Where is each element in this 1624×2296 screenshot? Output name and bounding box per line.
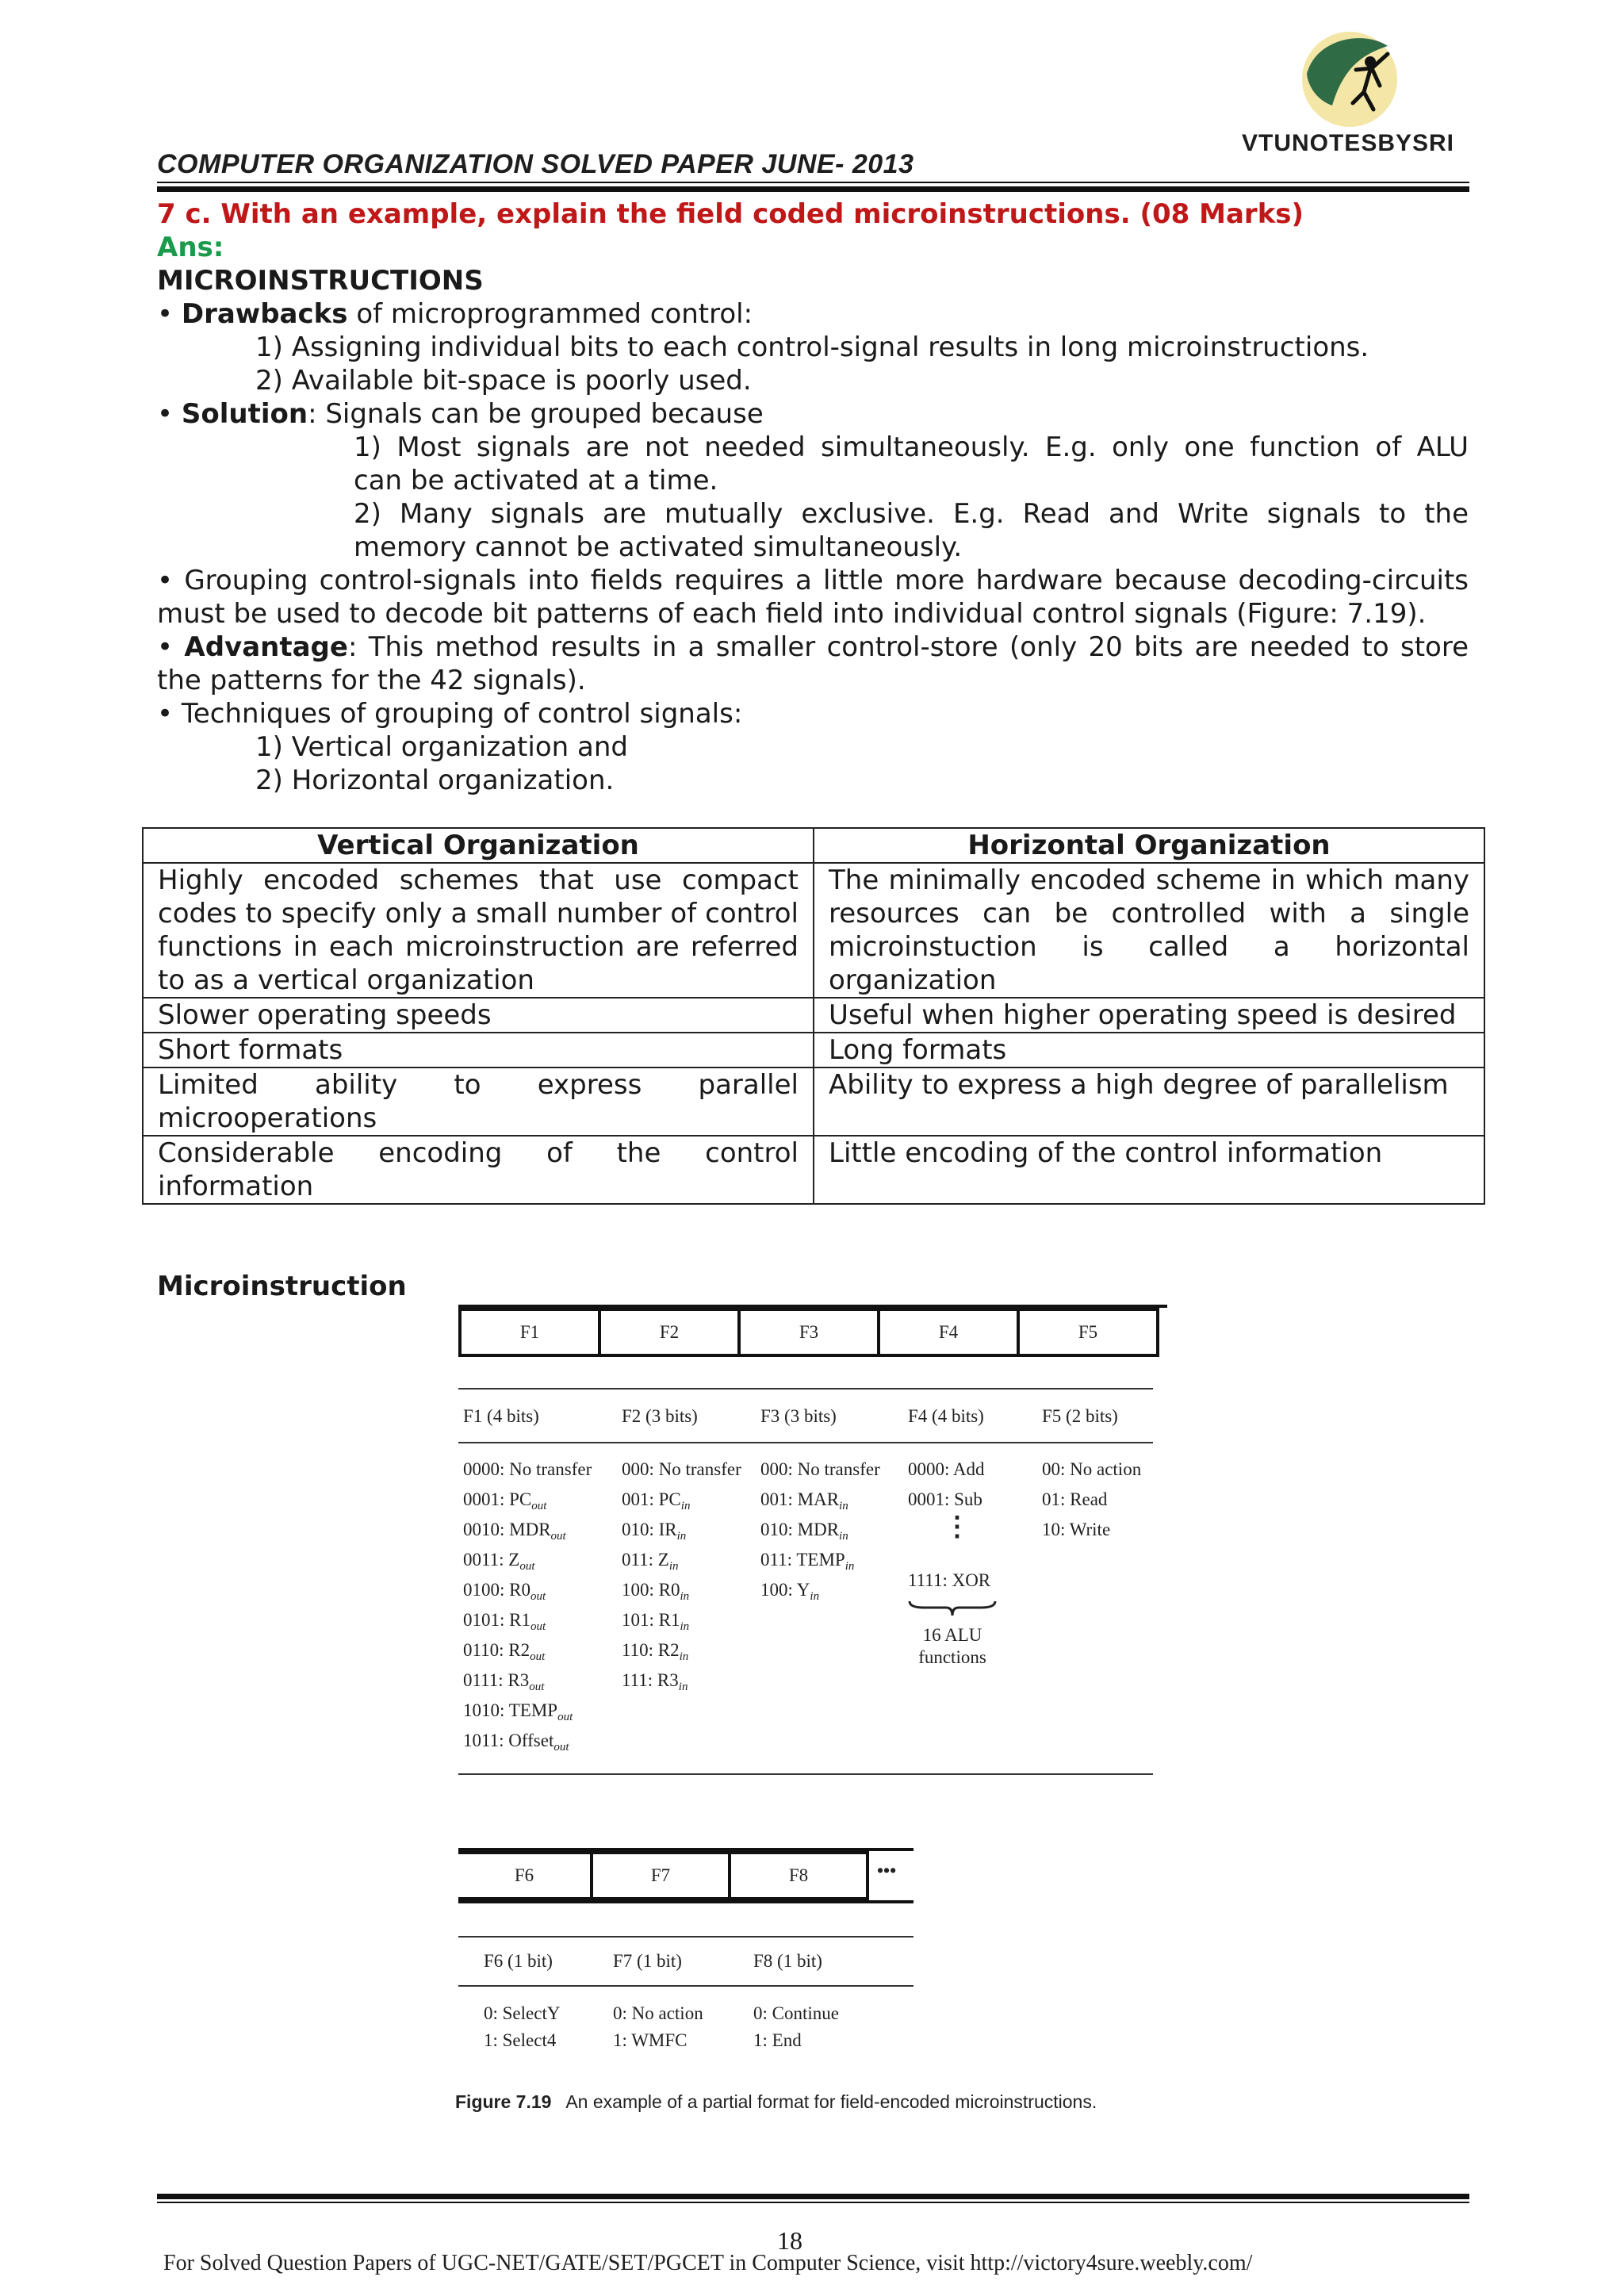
answer-label: Ans: bbox=[157, 232, 224, 263]
field-code: 01: Read bbox=[1042, 1489, 1108, 1509]
field-code-text: 0001: PC bbox=[463, 1489, 532, 1509]
field-codes-f8 bbox=[753, 2000, 839, 2054]
field-code-text: 0111: R3 bbox=[463, 1670, 530, 1690]
field-code: 1: Select4 bbox=[484, 2030, 557, 2050]
field-codes-f2 bbox=[622, 1455, 741, 1696]
field-code bbox=[463, 1726, 592, 1756]
page-number: 18 bbox=[777, 2226, 802, 2255]
field-box-f2: F2 bbox=[598, 1308, 741, 1357]
field-code bbox=[622, 1545, 741, 1575]
table-header-horizontal: Horizontal Organization bbox=[814, 828, 1484, 863]
field-code-subscript: in bbox=[839, 1530, 848, 1543]
drawback-item-1: 1) Assigning individual bits to each control-signal results in long microinstructions. bbox=[255, 332, 1369, 363]
field-header-f6: F6 (1 bit) bbox=[484, 1951, 553, 1971]
vertical-dots: ⋮ bbox=[944, 1512, 971, 1542]
field-header-f3: F3 (3 bits) bbox=[760, 1406, 837, 1426]
techniques-line: • Techniques of grouping of control signals: bbox=[157, 698, 743, 730]
field-code: 1111: XOR bbox=[908, 1570, 991, 1590]
advantage-text: : This method results in a smaller control-store (only 20 bits are needed to store bbox=[347, 631, 1469, 663]
drawback-item-2: 2) Available bit-space is poorly used. bbox=[255, 365, 752, 397]
field-code: 00: No action bbox=[1042, 1459, 1142, 1479]
field-header-f5: F5 (2 bits) bbox=[1042, 1406, 1118, 1426]
table-cell: Highly encoded schemes that use compact codes to specify only a small number of control functions in each microinstruction are referred to as a vertical organization bbox=[143, 863, 814, 998]
figure-rule bbox=[458, 1388, 1153, 1389]
field-header-f8: F8 (1 bit) bbox=[753, 1951, 822, 1971]
drawbacks-text: of microprogrammed control: bbox=[347, 298, 753, 330]
field-code-text: 0100: R0 bbox=[463, 1580, 530, 1600]
field-code bbox=[463, 1635, 592, 1665]
table-cell: Useful when higher operating speed is desired bbox=[814, 998, 1484, 1033]
field-code-subscript: out bbox=[557, 1711, 573, 1723]
field-code-text: 100: Y bbox=[760, 1580, 810, 1600]
bullet: • bbox=[157, 398, 174, 430]
field-code-subscript: out bbox=[530, 1650, 546, 1663]
field-code-text: 111: R3 bbox=[622, 1670, 679, 1690]
field-code: 10: Write bbox=[1042, 1520, 1111, 1539]
field-code-subscript: in bbox=[678, 1681, 688, 1693]
drawbacks-label: Drawbacks bbox=[181, 298, 348, 330]
ellipsis: ••• bbox=[877, 1861, 897, 1880]
field-code: 1: WMFC bbox=[613, 2030, 688, 2050]
field-box-f7: F7 bbox=[590, 1851, 731, 1900]
table-cell: Short formats bbox=[143, 1033, 814, 1068]
alu-note bbox=[908, 1624, 997, 1669]
solution-text: : Signals can be grouped because bbox=[308, 398, 764, 430]
field-code-text: 101: R1 bbox=[622, 1610, 680, 1630]
field-code-text: 0110: R2 bbox=[463, 1640, 530, 1660]
drawbacks-line bbox=[157, 297, 753, 331]
field-codes-f4 bbox=[908, 1455, 984, 1515]
solution-label: Solution bbox=[181, 398, 308, 430]
field-codes-f3 bbox=[760, 1455, 880, 1605]
field-code bbox=[760, 1545, 880, 1575]
table-row bbox=[143, 998, 1484, 1033]
field-header-f2: F2 (3 bits) bbox=[622, 1406, 698, 1426]
field-code-subscript: out bbox=[553, 1741, 569, 1754]
field-code: 1: End bbox=[753, 2030, 802, 2050]
comparison-table bbox=[142, 827, 1485, 1205]
field-code bbox=[622, 1605, 741, 1635]
field-code bbox=[760, 1485, 880, 1515]
table-header-vertical: Vertical Organization bbox=[143, 828, 814, 863]
field-code-text: 100: R0 bbox=[622, 1580, 680, 1600]
field-code: 0000: Add bbox=[908, 1459, 985, 1479]
document-title: COMPUTER ORGANIZATION SOLVED PAPER JUNE- 2013 bbox=[157, 149, 914, 179]
brace-icon bbox=[908, 1598, 997, 1619]
table-cell: Considerable encoding of the control information bbox=[143, 1136, 814, 1204]
top-field-row bbox=[458, 1305, 1167, 1360]
field-code-text: 011: TEMP bbox=[760, 1550, 845, 1570]
advantage-label: Advantage bbox=[184, 631, 348, 663]
field-header-f4: F4 (4 bits) bbox=[908, 1406, 984, 1426]
figure-rule bbox=[458, 1442, 1153, 1443]
field-code-text: 000: No transfer bbox=[760, 1459, 880, 1479]
brand-name: VTUNOTESBYSRI bbox=[1241, 130, 1455, 156]
field-box-f6: F6 bbox=[458, 1851, 593, 1900]
table-cell: Limited ability to express parallel microoperations bbox=[143, 1068, 814, 1136]
figure-rule bbox=[458, 1985, 914, 1987]
field-code: 0: Continue bbox=[753, 2003, 839, 2023]
field-code-subscript: in bbox=[680, 1500, 691, 1512]
grouping-line-1: • Grouping control-signals into fields requires a little more hardware because decoding-circuits bbox=[157, 565, 1469, 596]
field-codes-f5 bbox=[1042, 1455, 1141, 1545]
field-code-text: 000: No transfer bbox=[622, 1459, 741, 1479]
field-code bbox=[622, 1515, 741, 1545]
field-codes-f1 bbox=[463, 1455, 592, 1756]
header-rule-thin bbox=[157, 182, 1469, 183]
field-code-subscript: out bbox=[531, 1500, 547, 1512]
field-box-f3: F3 bbox=[737, 1308, 880, 1357]
field-code-subscript: in bbox=[845, 1560, 855, 1573]
field-code bbox=[463, 1485, 592, 1515]
table-cell: Little encoding of the control information bbox=[814, 1136, 1484, 1204]
solution-item-2-line-2: memory cannot be activated simultaneously. bbox=[354, 531, 963, 563]
figure-caption bbox=[455, 2091, 1097, 2113]
field-code-text: 001: PC bbox=[622, 1489, 681, 1509]
field-code-text: 0000: No transfer bbox=[463, 1459, 592, 1479]
bottom-field-row bbox=[458, 1848, 914, 1905]
question-text: 7 c. With an example, explain the field coded microinstructions. (08 Marks) bbox=[157, 198, 1304, 230]
solution-item-1-line-2: can be activated at a time. bbox=[354, 465, 718, 496]
section-heading: MICROINSTRUCTIONS bbox=[157, 265, 484, 297]
field-code bbox=[463, 1455, 592, 1485]
field-code-subscript: in bbox=[839, 1500, 848, 1512]
field-code bbox=[760, 1455, 880, 1485]
solution-item-1-line-1: 1) Most signals are not needed simultaneously. E.g. only one function of ALU bbox=[354, 431, 1469, 463]
field-code-text: 0101: R1 bbox=[463, 1610, 530, 1630]
climber-logo-icon bbox=[1300, 30, 1400, 129]
advantage-line-2: the patterns for the 42 signals). bbox=[157, 665, 586, 696]
field-code-text: 1011: Offset bbox=[463, 1731, 554, 1750]
field-code-subscript: out bbox=[529, 1681, 545, 1693]
field-header-f1: F1 (4 bits) bbox=[463, 1406, 539, 1426]
field-header-f7: F7 (1 bit) bbox=[613, 1951, 682, 1971]
field-code-text: 011: Z bbox=[622, 1550, 669, 1570]
field-code-subscript: in bbox=[680, 1590, 690, 1603]
footer-rule-thin bbox=[157, 2202, 1469, 2203]
bullet: • bbox=[157, 298, 174, 330]
figure-caption-text: An example of a partial format for field-encoded microinstructions. bbox=[565, 2091, 1097, 2112]
table-header-row bbox=[143, 828, 1484, 863]
field-code-text: 010: IR bbox=[622, 1520, 677, 1539]
solution-line bbox=[157, 397, 764, 431]
field-code bbox=[760, 1575, 880, 1605]
field-code-text: 001: MAR bbox=[760, 1489, 840, 1509]
field-code bbox=[463, 1545, 592, 1575]
field-code-text: 110: R2 bbox=[622, 1640, 680, 1660]
figure-caption-label: Figure 7.19 bbox=[455, 2091, 552, 2112]
field-code: 0001: Sub bbox=[908, 1489, 982, 1509]
technique-item-2: 2) Horizontal organization. bbox=[255, 765, 615, 796]
alu-note-line: 16 ALU bbox=[922, 1625, 982, 1645]
table-cell: Slower operating speeds bbox=[143, 998, 814, 1033]
field-code bbox=[622, 1665, 741, 1696]
field-code bbox=[463, 1605, 592, 1635]
microinstruction-label: Microinstruction bbox=[157, 1271, 407, 1302]
field-code-subscript: in bbox=[679, 1650, 689, 1663]
bullet: • bbox=[157, 631, 174, 663]
field-code-subscript: out bbox=[530, 1590, 546, 1603]
field-codes-f7 bbox=[613, 2000, 703, 2054]
field-code-subscript: in bbox=[676, 1530, 687, 1543]
field-code-subscript: in bbox=[668, 1560, 679, 1573]
figure-rule bbox=[458, 1773, 1153, 1775]
field-code-subscript: out bbox=[519, 1560, 535, 1573]
field-code-subscript: out bbox=[550, 1530, 566, 1543]
field-code-subscript: in bbox=[810, 1590, 820, 1603]
footer-text: For Solved Question Papers of UGC-NET/GATE/SET/PGCET in Computer Science, visit http://victory4sure.weebly.com/ bbox=[163, 2251, 1253, 2275]
field-code bbox=[463, 1665, 592, 1696]
field-box-f1: F1 bbox=[458, 1308, 601, 1357]
field-code bbox=[463, 1575, 592, 1605]
advantage-line-1 bbox=[157, 631, 1469, 664]
field-code bbox=[463, 1515, 592, 1545]
field-box-f8: F8 bbox=[728, 1851, 869, 1900]
alu-note-line: functions bbox=[918, 1647, 986, 1667]
field-code-text: 1010: TEMP bbox=[463, 1700, 558, 1720]
solution-item-2-line-1: 2) Many signals are mutually exclusive. E.g. Read and Write signals to the bbox=[354, 498, 1469, 530]
table-cell: Long formats bbox=[814, 1033, 1484, 1068]
footer-rule-thick bbox=[157, 2194, 1469, 2199]
field-code-text: 0011: Z bbox=[463, 1550, 520, 1570]
field-code: 0: SelectY bbox=[484, 2003, 561, 2023]
field-code-text: 0010: MDR bbox=[463, 1520, 551, 1539]
table-row bbox=[143, 1068, 1484, 1136]
field-code bbox=[622, 1575, 741, 1605]
technique-item-1: 1) Vertical organization and bbox=[255, 731, 628, 763]
header-rule-thick bbox=[157, 186, 1469, 192]
field-code-subscript: out bbox=[530, 1620, 546, 1633]
field-code bbox=[622, 1635, 741, 1665]
field-box-f4: F4 bbox=[877, 1308, 1020, 1357]
field-code bbox=[463, 1696, 592, 1726]
field-code bbox=[622, 1485, 741, 1515]
bottom-field-rule bbox=[458, 1900, 914, 1903]
field-code-text: 010: MDR bbox=[760, 1520, 840, 1539]
field-codes-f6 bbox=[484, 2000, 560, 2054]
field-code bbox=[760, 1515, 880, 1545]
field-code bbox=[622, 1455, 741, 1485]
grouping-line-2: must be used to decode bit patterns of each field into individual control signals (Figure: 7.19). bbox=[157, 598, 1427, 630]
table-cell: Ability to express a high degree of parallelism bbox=[814, 1068, 1484, 1136]
table-row bbox=[143, 1033, 1484, 1068]
field-box-f5: F5 bbox=[1017, 1308, 1159, 1357]
table-row bbox=[143, 863, 1484, 998]
field-code: 0: No action bbox=[613, 2003, 703, 2023]
figure-rule bbox=[458, 1936, 914, 1938]
table-row bbox=[143, 1136, 1484, 1204]
field-code-subscript: in bbox=[680, 1620, 690, 1633]
table-cell: The minimally encoded scheme in which many resources can be controlled with a single microinstuction is called a horizontal organization bbox=[814, 863, 1484, 998]
